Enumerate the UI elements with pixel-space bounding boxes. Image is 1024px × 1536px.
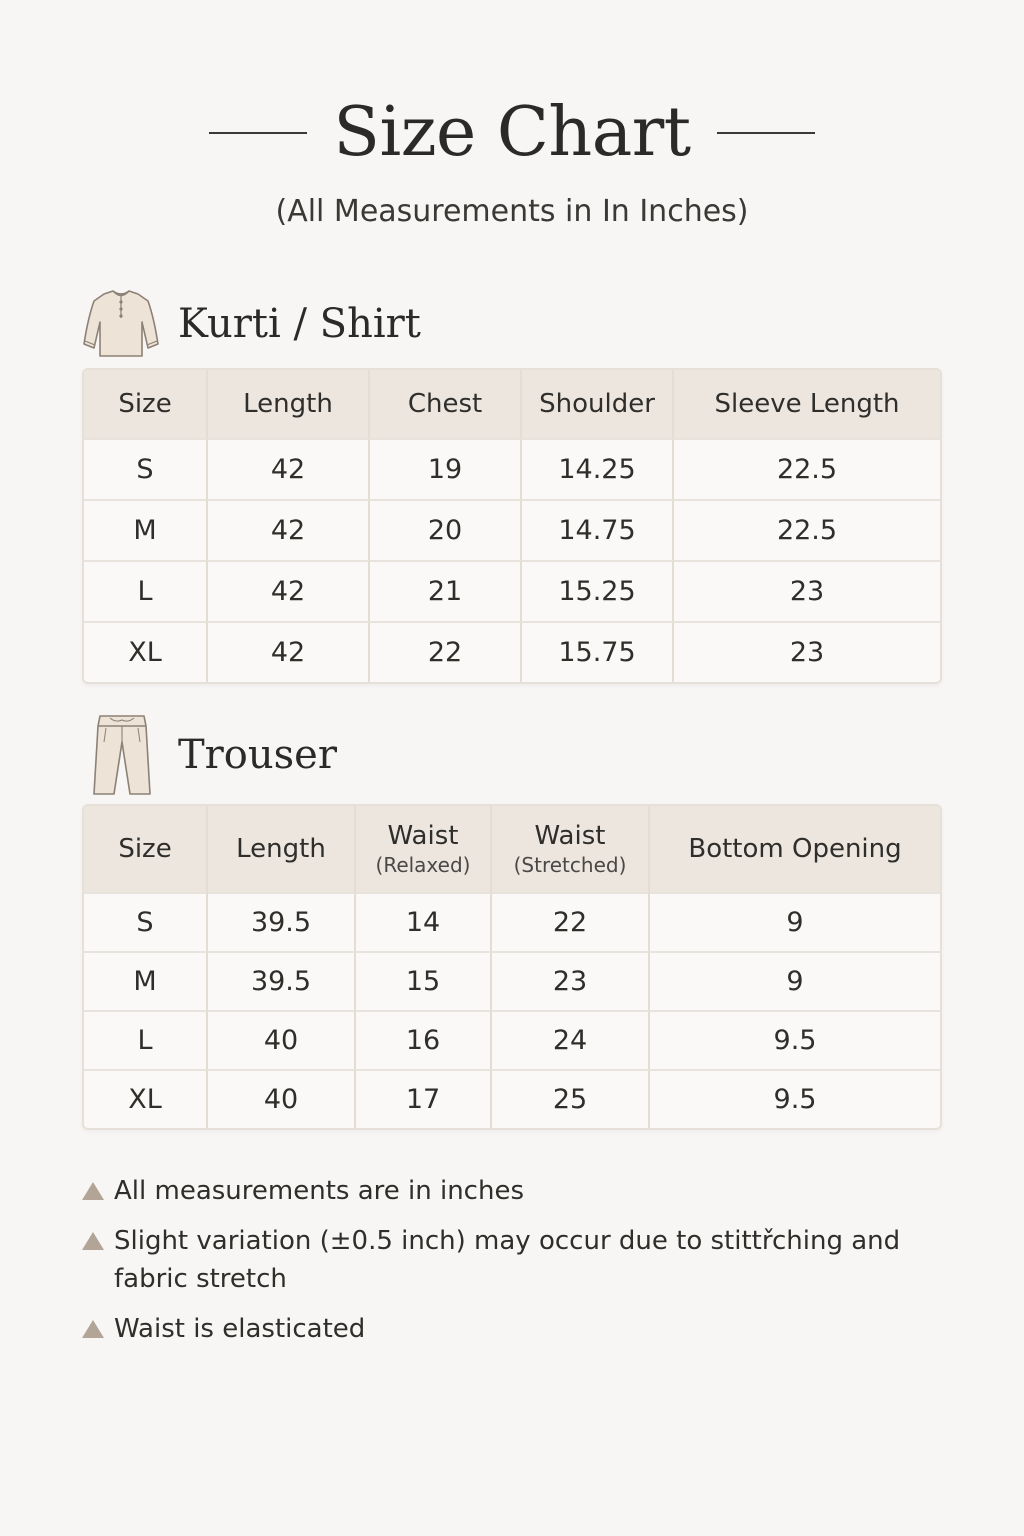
table-cell: 42 bbox=[208, 560, 370, 621]
title-right-rule bbox=[717, 132, 815, 134]
kurti-size-table bbox=[82, 368, 942, 684]
triangle-bullet-icon bbox=[82, 1182, 104, 1200]
header-main-label: Size bbox=[118, 834, 172, 864]
table-cell: 14 bbox=[356, 892, 492, 951]
table-cell: 23 bbox=[492, 951, 650, 1010]
list-item bbox=[82, 1310, 962, 1348]
table-cell: 20 bbox=[370, 499, 522, 560]
header-main-label: Bottom Opening bbox=[688, 834, 902, 864]
table-cell: 22.5 bbox=[674, 438, 940, 499]
trouser-size-table bbox=[82, 804, 942, 1130]
header-main-label: Length bbox=[236, 834, 326, 864]
table-row bbox=[84, 1010, 940, 1069]
table-row bbox=[84, 892, 940, 951]
triangle-bullet-icon bbox=[82, 1232, 104, 1250]
table-cell: M bbox=[84, 951, 208, 1010]
table-cell: 15.25 bbox=[522, 560, 674, 621]
table-cell: 23 bbox=[674, 560, 940, 621]
table-cell: 21 bbox=[370, 560, 522, 621]
table-cell: 17 bbox=[356, 1069, 492, 1128]
trouser-section-header bbox=[82, 712, 337, 798]
kurti-header-sleeve-length: Sleeve Length bbox=[674, 370, 940, 438]
title-left-rule bbox=[209, 132, 307, 134]
table-cell: 9.5 bbox=[650, 1010, 940, 1069]
shirt-icon bbox=[82, 288, 160, 360]
table-cell: 9.5 bbox=[650, 1069, 940, 1128]
table-cell: 42 bbox=[208, 499, 370, 560]
table-cell: 24 bbox=[492, 1010, 650, 1069]
trouser-header-length bbox=[208, 806, 356, 892]
title-row bbox=[0, 88, 1024, 178]
table-cell: 15.75 bbox=[522, 621, 674, 682]
triangle-bullet-icon bbox=[82, 1320, 104, 1338]
kurti-header-shoulder: Shoulder bbox=[522, 370, 674, 438]
note-text: Waist is elasticated bbox=[114, 1314, 366, 1344]
table-cell: M bbox=[84, 499, 208, 560]
trouser-header-row bbox=[84, 806, 940, 892]
trouser-section-title: Trouser bbox=[178, 732, 337, 778]
table-cell: L bbox=[84, 560, 208, 621]
note-text: All measurements are in inches bbox=[114, 1176, 524, 1206]
table-cell: XL bbox=[84, 621, 208, 682]
page-title: Size Chart bbox=[333, 93, 691, 172]
kurti-header-length: Length bbox=[208, 370, 370, 438]
page-subtitle: (All Measurements in In Inches) bbox=[275, 194, 749, 229]
table-cell: XL bbox=[84, 1069, 208, 1128]
table-cell: S bbox=[84, 438, 208, 499]
table-cell: S bbox=[84, 892, 208, 951]
note-text: Slight variation (±0.5 inch) may occur due to stittřching and fabric stretch bbox=[114, 1226, 901, 1294]
table-cell: 22.5 bbox=[674, 499, 940, 560]
table-row bbox=[84, 951, 940, 1010]
table-cell: L bbox=[84, 1010, 208, 1069]
table-cell: 16 bbox=[356, 1010, 492, 1069]
header-main-label: Waist bbox=[534, 821, 606, 851]
kurti-header-size: Size bbox=[84, 370, 208, 438]
table-cell: 40 bbox=[208, 1069, 356, 1128]
header-sub-label: (Stretched) bbox=[513, 853, 627, 877]
table-cell: 39.5 bbox=[208, 892, 356, 951]
table-cell: 42 bbox=[208, 621, 370, 682]
table-cell: 14.75 bbox=[522, 499, 674, 560]
list-item bbox=[82, 1172, 962, 1210]
table-cell: 14.25 bbox=[522, 438, 674, 499]
table-cell: 25 bbox=[492, 1069, 650, 1128]
table-cell: 22 bbox=[370, 621, 522, 682]
table-cell: 39.5 bbox=[208, 951, 356, 1010]
trouser-icon bbox=[82, 712, 160, 798]
table-row bbox=[84, 560, 940, 621]
trouser-header-size bbox=[84, 806, 208, 892]
table-cell: 42 bbox=[208, 438, 370, 499]
table-row bbox=[84, 621, 940, 682]
kurti-section-header bbox=[82, 288, 421, 360]
table-cell: 22 bbox=[492, 892, 650, 951]
list-item bbox=[82, 1222, 962, 1298]
table-row bbox=[84, 438, 940, 499]
table-row bbox=[84, 499, 940, 560]
trouser-header-waist-relaxed bbox=[356, 806, 492, 892]
table-cell: 15 bbox=[356, 951, 492, 1010]
table-cell: 40 bbox=[208, 1010, 356, 1069]
table-cell: 9 bbox=[650, 892, 940, 951]
table-row bbox=[84, 1069, 940, 1128]
table-cell: 23 bbox=[674, 621, 940, 682]
table-cell: 9 bbox=[650, 951, 940, 1010]
header-sub-label: (Relaxed) bbox=[375, 853, 471, 877]
trouser-header-waist-stretched bbox=[492, 806, 650, 892]
kurti-header-chest: Chest bbox=[370, 370, 522, 438]
table-cell: 19 bbox=[370, 438, 522, 499]
kurti-section-title: Kurti / Shirt bbox=[178, 301, 421, 347]
notes-list bbox=[82, 1172, 962, 1360]
header-main-label: Waist bbox=[387, 821, 459, 851]
trouser-header-bottom-opening bbox=[650, 806, 940, 892]
kurti-header-row bbox=[84, 370, 940, 438]
